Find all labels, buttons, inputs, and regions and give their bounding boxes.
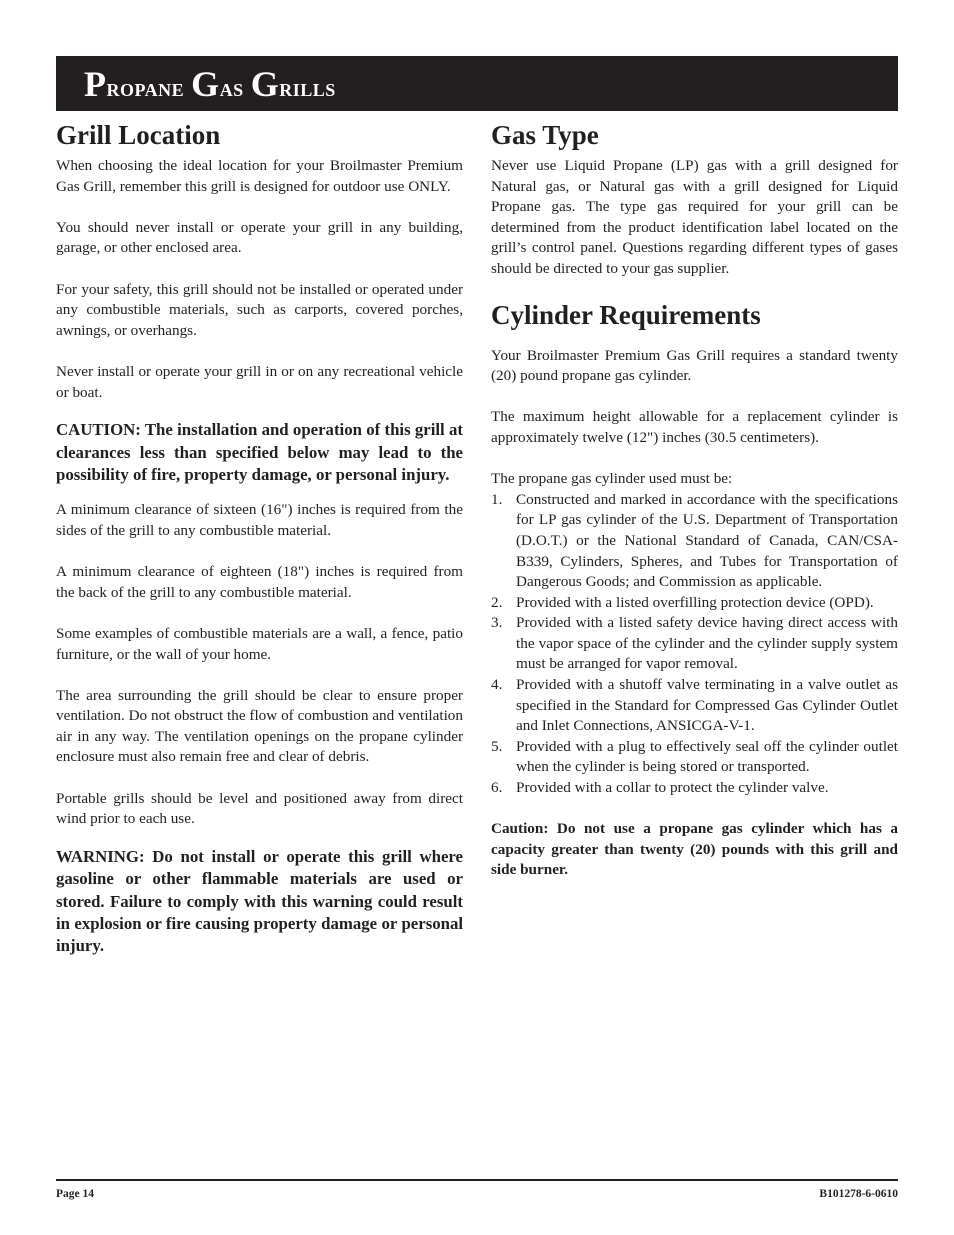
document-code: B101278-6-0610	[819, 1188, 898, 1200]
paragraph: You should never install or operate your grill in any building, garage, or other enclosed area.	[56, 218, 463, 257]
paragraph: When choosing the ideal location for your Broilmaster Premium Gas Grill, remember this grill is designed for outdoor use ONLY.	[56, 157, 463, 195]
paragraph: For your safety, this grill should not be installed or operated under any combustible materials, such as carports, covered porches, awnings, or overhangs.	[56, 280, 463, 339]
left-column	[56, 118, 463, 958]
paragraph: A minimum clearance of eighteen (18") inches is required from the back of the grill to any combustible material.	[56, 563, 463, 601]
gas-type-heading: Gas Type	[491, 120, 599, 150]
list-intro: The propane gas cylinder used must be:	[491, 470, 733, 488]
paragraph: The maximum height allowable for a replacement cylinder is approximately twelve (12") inches (30.5 centimeters).	[491, 408, 898, 446]
paragraph: Never install or operate your grill in or on any recreational vehicle or boat.	[56, 362, 463, 401]
list-item: 6. Provided with a collar to protect the cylinder valve.	[491, 779, 829, 797]
paragraph: Some examples of combustible materials are a wall, a fence, patio furniture, or the wall of your home.	[56, 624, 463, 663]
grill-location-heading: Grill Location	[56, 120, 221, 150]
right-column	[491, 118, 898, 881]
warning-note: WARNING: Do not install or operate this grill where gasoline or other flammable materials are used or stored. Failure to comply with this warning could result in explosion or fire causing property damage or personal injury.	[56, 846, 463, 956]
cylinder-caution-note: Caution: Do not use a propane gas cylinder which has a capacity greater than twenty (20) pounds with this grill and side burner.	[491, 820, 898, 879]
list-item: 3. Provided with a listed safety device having direct access with the vapor space of the cylinder and the cylinder supply system must be arranged for vapor removal.	[491, 614, 898, 673]
list-item: 5. Provided with a plug to effectively seal off the cylinder outlet when the cylinder is being stored or transported.	[491, 737, 898, 776]
paragraph: Portable grills should be level and positioned away from direct wind prior to each use.	[56, 789, 463, 828]
list-item: 2. Provided with a listed overfilling protection device (OPD).	[491, 593, 874, 611]
title-banner	[56, 56, 898, 111]
caution-note: CAUTION: The installation and operation of this grill at clearances less than specified below may lead to the possibility of fire, property damage, or personal injury.	[56, 420, 463, 484]
cylinder-requirements-heading: Cylinder Requirements	[491, 299, 761, 330]
paragraph: A minimum clearance of sixteen (16") inches is required from the sides of the grill to any combustible material.	[56, 501, 463, 539]
page-number: Page 14	[56, 1188, 95, 1200]
paragraph: The area surrounding the grill should be clear to ensure proper ventilation. Do not obstruct the flow of combustion and ventilation air in any way. The ventilation openings on the propane cylinder enclosure must also remain free and clear of debris.	[56, 686, 463, 766]
list-item: 4. Provided with a shutoff valve terminating in a valve outlet as specified in the Standard for Compressed Gas Cylinder Outlet and Inlet Connections, ANSICGA-V-1.	[491, 676, 898, 735]
gas-type-text: Never use Liquid Propane (LP) gas with a grill designed for Natural gas, or Natural gas with a grill designed for Liquid Propane gas. The type gas required for your grill can be determined from the product identification label located on the grill’s control panel. Questions regarding different types of gases should be directed to your gas supplier.	[491, 157, 898, 277]
paragraph: Your Broilmaster Premium Gas Grill requires a standard twenty (20) pound propane gas cylinder.	[491, 346, 898, 385]
list-item: 1. Constructed and marked in accordance with the specifications for LP gas cylinder of the U.S. Department of Transportation (D.O.T.) or the National Standard of Canada, CAN/CSA-B339, Cylinders, Spheres, and Tubes for Transportation of Dangerous Goods; and Commission as applicable.	[491, 490, 898, 591]
footer-divider	[56, 1179, 898, 1181]
page-title: Propane Gas Grills	[84, 64, 336, 104]
cylinder-requirements-list	[491, 490, 898, 799]
